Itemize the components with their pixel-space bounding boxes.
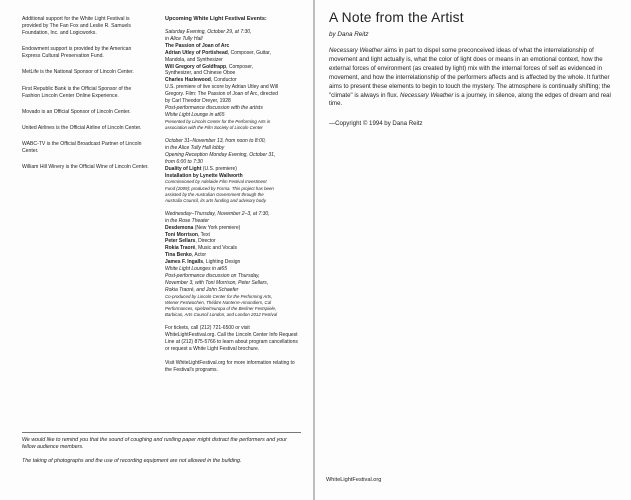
sponsor-note: William Hill Winery is the Official Wine of Lincoln Center.	[22, 164, 149, 171]
event-line	[165, 43, 300, 50]
event-detail: Rokia Traoré, and John Schaefer	[165, 286, 239, 293]
event-line	[165, 112, 300, 119]
event-name: Will Gregory of Goldfrapp	[165, 63, 227, 70]
work-title: Necessary Weather	[400, 91, 454, 99]
event-detail: Gregory. Film: The Passion of Joan of Arc, directed	[165, 91, 278, 98]
note-author: by Dana Reitz	[329, 31, 369, 38]
event-detail: , Actor	[191, 252, 207, 259]
event-name: Desdemona	[165, 224, 194, 231]
event-detail: , Composer, Guitar,	[227, 49, 271, 56]
events-heading: Upcoming White Light Festival Events:	[165, 16, 267, 22]
sponsor-note: Movado is an Official Sponsor of Lincoln Center.	[22, 108, 131, 115]
event-name: The Passion of Joan of Arc	[165, 42, 230, 49]
event-line	[165, 125, 300, 131]
right-page	[315, 0, 631, 500]
event-detail: October 31–November 13, from noon to 8:00,	[165, 137, 266, 144]
event-name: Peter Sellars	[165, 238, 196, 245]
event-detail: Mandola, and Synthesizer	[165, 56, 223, 63]
visit-info: Visit WhiteLightFestival.org for more information relating to the Festival's programs.	[165, 359, 295, 373]
event-line	[165, 145, 300, 152]
work-title: Necessary Weather	[329, 47, 383, 54]
event-detail: Post-performance discussion with the artists	[165, 104, 263, 111]
event-line	[165, 152, 300, 159]
event-line	[165, 211, 300, 218]
event-line	[165, 225, 300, 232]
sponsor-note: MetLife is the National Sponsor of Lincoln Center.	[22, 69, 134, 76]
event-line	[165, 245, 300, 252]
event-detail: , Conductor	[210, 77, 237, 84]
event-name: Duality of Light	[165, 165, 202, 172]
sponsor-note: Endowment support is provided by the American Express Cultural Preservation Fund.	[22, 46, 132, 60]
event-detail: from 6:00 to 7:30	[165, 158, 203, 165]
event-detail: assisted by the Australian Government through the	[165, 191, 264, 197]
event-detail: association with the Film Society of Lincoln Center	[165, 124, 263, 130]
event-line	[165, 50, 300, 57]
event-detail: Barbican, Arts Council London, and London 2012 Festival	[165, 311, 278, 317]
event-line	[165, 238, 300, 245]
event-name: Charles Hazlewood	[165, 77, 211, 84]
events-column	[165, 16, 300, 380]
event-line	[165, 57, 300, 64]
event-detail: in the Rose Theater	[165, 217, 209, 224]
event-detail: White Light Lounges in at65	[165, 266, 227, 273]
event-detail: White Light Lounge in at65	[165, 111, 225, 118]
sponsor-column	[22, 16, 150, 180]
event-detail: , Director	[195, 238, 216, 245]
event-line	[165, 29, 300, 36]
event-detail: Australia Council, its arts funding and advisory body.	[165, 197, 267, 203]
event-detail: Wednesday–Thursday, November 2–3, at 7:30,	[165, 210, 270, 217]
event-detail: in the Alice Tully Hall lobby	[165, 144, 225, 151]
event-detail: , Lighting Design	[203, 259, 241, 266]
event-line	[165, 273, 300, 280]
event-line	[165, 166, 300, 173]
event-line	[165, 232, 300, 239]
copyright-line: —Copyright © 1994 by Dana Reitz	[329, 120, 423, 127]
event-detail: Fund (2009); produced by Forma. This project has been	[165, 185, 274, 191]
event-line	[165, 77, 300, 84]
event-name: Tina Benko	[165, 252, 192, 259]
event-line	[165, 64, 300, 71]
event-detail: November 3, with Toni Morrison, Peter Sellars,	[165, 279, 269, 286]
event-detail: , Composer,	[226, 63, 254, 70]
event-name: James F. Ingalls	[165, 259, 204, 266]
event-line	[165, 105, 300, 112]
event-detail: Co-produced by Lincoln Center for the Performing Arts,	[165, 293, 273, 299]
event-listing	[165, 211, 300, 318]
event-line	[165, 259, 300, 266]
event-name: Installation by Lynette Wallworth	[165, 172, 243, 179]
event-line	[165, 312, 300, 318]
event-detail: Post-performance discussion on Thursday,	[165, 272, 260, 279]
event-detail: Saturday Evening, October 29, at 7:30,	[165, 29, 252, 35]
event-detail: Synthesizer, and Chinese Oboe	[165, 70, 236, 77]
event-line	[165, 173, 300, 180]
sponsor-note: Additional support for the White Light Festival is provided by The Fan Fox and Leslie R. Samuels Foundation, Inc. and Logicworks.	[22, 16, 131, 37]
divider-line	[22, 432, 301, 433]
event-line	[165, 70, 300, 77]
events-list	[165, 29, 300, 318]
event-name: Rokia Traoré	[165, 245, 196, 252]
event-line	[165, 252, 300, 259]
coughing-notice: We would like to remind you that the sound of coughing and rustling paper might distract the performers and your fellow audience members.	[22, 437, 287, 451]
event-line	[165, 159, 300, 166]
note-body	[329, 47, 621, 109]
left-page	[0, 0, 313, 500]
event-detail: U.S. premiere of live score by Adrian Utley and Will	[165, 84, 279, 91]
event-detail: Presented by Lincoln Center for the Performing Arts in	[165, 118, 271, 124]
event-line	[165, 98, 300, 105]
body-text: is a journey, in silence, along the edges of dream and real time.	[329, 91, 611, 108]
event-detail: by Carl Theodor Dreyer, 1928	[165, 98, 231, 105]
event-detail: Performances, spielzeit'europa of the Berliner Festspiele,	[165, 305, 277, 311]
event-listing	[165, 29, 300, 131]
ticket-info: For tickets, call (212) 721-6500 or visit WhiteLightFestival.org. Call the Lincoln Center Info Request Line at (212) 875-5766 to learn about program cancellations or request a White Light Festival brochure.	[165, 325, 298, 352]
event-line	[165, 280, 300, 287]
event-line	[165, 266, 300, 273]
event-detail: Wiener Festwochen, Théâtre Nanterre-Amandiers, Cal	[165, 299, 272, 305]
event-detail: (U.S. premiere)	[201, 165, 237, 172]
event-detail: (New York premiere)	[193, 224, 241, 231]
sponsor-note: WABC-TV is the Official Broadcast Partner of Lincoln Center.	[22, 140, 142, 155]
photography-notice: The taking of photographs and the use of recording equipment are not allowed in the building.	[22, 457, 242, 464]
event-listing	[165, 138, 300, 204]
event-line	[165, 91, 300, 98]
event-detail: in Alice Tully Hall	[165, 35, 203, 42]
event-line	[165, 198, 300, 204]
event-line	[165, 218, 300, 225]
event-line	[165, 36, 300, 43]
event-name: Toni Morrison	[165, 231, 198, 238]
event-detail: , Music and Vocals	[195, 245, 237, 252]
website-footer: WhiteLightFestival.org	[326, 477, 382, 483]
event-line	[165, 138, 300, 145]
event-detail: Commissioned by Adelaide Film Festival Investment	[165, 179, 267, 185]
sponsor-note: First Republic Bank is the Official Sponsor of the Fashion Lincoln Center Online Experience.	[22, 85, 132, 99]
sponsor-note: United Airlines is the Official Airline of Lincoln Center.	[22, 124, 142, 131]
event-line	[165, 84, 300, 91]
event-line	[165, 287, 300, 294]
event-name: Adrian Utley of Portishead	[165, 49, 228, 56]
note-title: A Note from the Artist	[329, 10, 464, 25]
event-detail: , Text	[197, 231, 210, 238]
audience-notice	[22, 437, 301, 471]
event-detail: Opening Reception Monday Evening, October 31,	[165, 151, 276, 158]
body-text: aims in part to dispel some preconceived ideas of what the interrelationship of movement and light actually is, what the color of light does or means in an emotional context, how the external forces of environment (as created by light) mix with the internal forces of self as evidenced in movement, and how the interrelationship of the performers affects and is affected by the whole. It further aims to present these elements to begin to touch the mystery. The atmosphere is continually shifting; the "climate" is always in flux.	[329, 47, 611, 99]
